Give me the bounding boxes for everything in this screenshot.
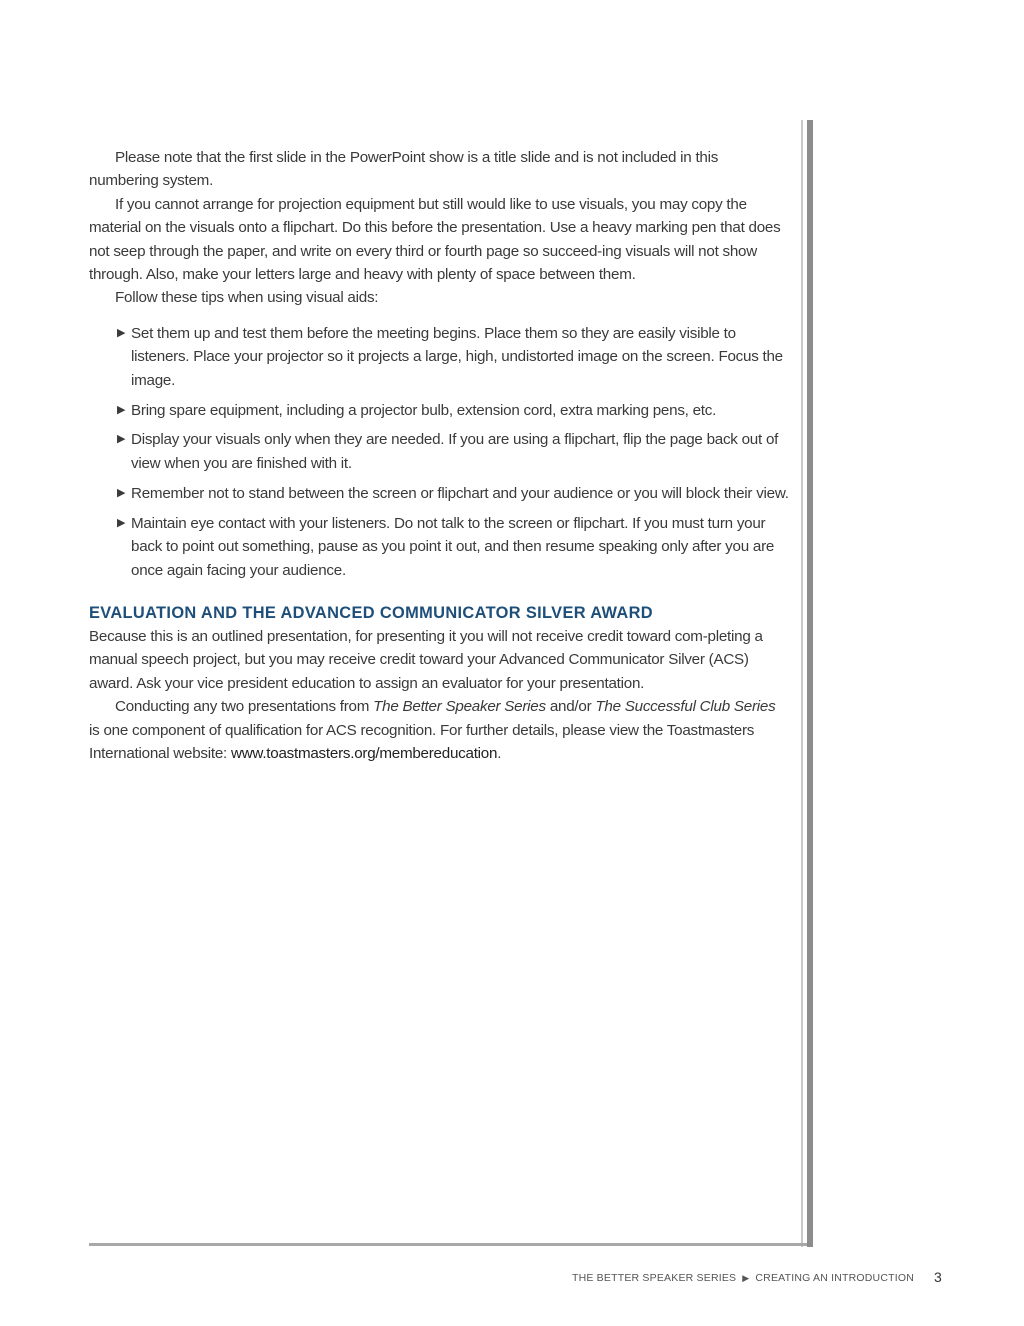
list-item [117, 322, 789, 392]
bullet-arrow-icon: ▶ [117, 516, 126, 529]
bullet-arrow-icon: ▶ [117, 486, 126, 499]
list-item [117, 482, 789, 505]
evaluation-paragraph-2 [89, 695, 789, 765]
series-title: The Better Speaker Series [373, 698, 546, 716]
page-number: 3 [934, 1269, 942, 1285]
tip-text: Display your visuals only when they are needed. If you are using a flipchart, flip the page back out of view when you are finished with it. [131, 431, 779, 472]
tip-text: Remember not to stand between the screen or flipchart and your audience or you will block their view. [131, 484, 789, 502]
margin-rule [807, 120, 813, 1247]
evaluation-paragraph-1: Because this is an outlined presentation, for presenting it you will not receive credit toward com-pleting a manual speech project, but you may receive credit toward your Advanced Communicator Silver (ACS) award. Ask your vice president education to assign an evaluator for your presentation. [89, 627, 763, 692]
text-run: . [497, 744, 502, 762]
text-run: is one component of qualification for ACS recognition. For further details, please view the Toastmasters International website: [89, 721, 755, 762]
bullet-arrow-icon: ▶ [117, 326, 126, 339]
list-item [117, 428, 789, 475]
footer-series: THE BETTER SPEAKER SERIES [571, 1272, 737, 1284]
list-item [117, 399, 789, 422]
bullet-arrow-icon: ▶ [117, 403, 126, 416]
page-content [89, 146, 789, 765]
tips-list [89, 322, 789, 582]
section-heading: EVALUATION AND THE ADVANCED COMMUNICATOR SILVER AWARD [89, 603, 653, 622]
tip-text: Bring spare equipment, including a projector bulb, extension cord, extra marking pens, etc. [131, 401, 717, 419]
tip-text: Maintain eye contact with your listeners. Do not talk to the screen or flipchart. If you must turn your back to point out something, pause as you point it out, and then resume speaking only after you are once again facing your audience. [131, 514, 775, 579]
intro-paragraph-2: If you cannot arrange for projection equipment but still would like to use visuals, you may copy the material on the visuals onto a flipchart. Do this before the presentation. Use a heavy marking pen that does not seep through the paper, and write on every third or fourth page so succeed-ing visuals will not show through. Also, make your letters large and heavy with plenty of space between them. [89, 195, 781, 284]
text-run: and/or [545, 698, 596, 716]
intro-paragraph-3: Follow these tips when using visual aids: [115, 289, 379, 307]
list-item [117, 512, 789, 582]
bullet-arrow-icon: ▶ [117, 433, 126, 446]
intro-paragraph-1: Please note that the first slide in the PowerPoint show is a title slide and is not included in this numbering system. [89, 149, 719, 190]
footer-title: CREATING AN INTRODUCTION [755, 1272, 914, 1284]
text-run: Conducting any two presentations from [115, 698, 374, 716]
bottom-rule [89, 1243, 807, 1246]
series-title: The Successful Club Series [595, 698, 776, 716]
footer-arrow-icon: ▶ [742, 1273, 750, 1283]
website-link[interactable]: www.toastmasters.org/membereducation [231, 744, 498, 762]
margin-rule-light [801, 120, 803, 1247]
running-footer [572, 1272, 914, 1284]
tip-text: Set them up and test them before the meeting begins. Place them so they are easily visible to listeners. Place your projector so it projects a large, high, undistorted image on the screen. Focus the image. [131, 324, 783, 389]
